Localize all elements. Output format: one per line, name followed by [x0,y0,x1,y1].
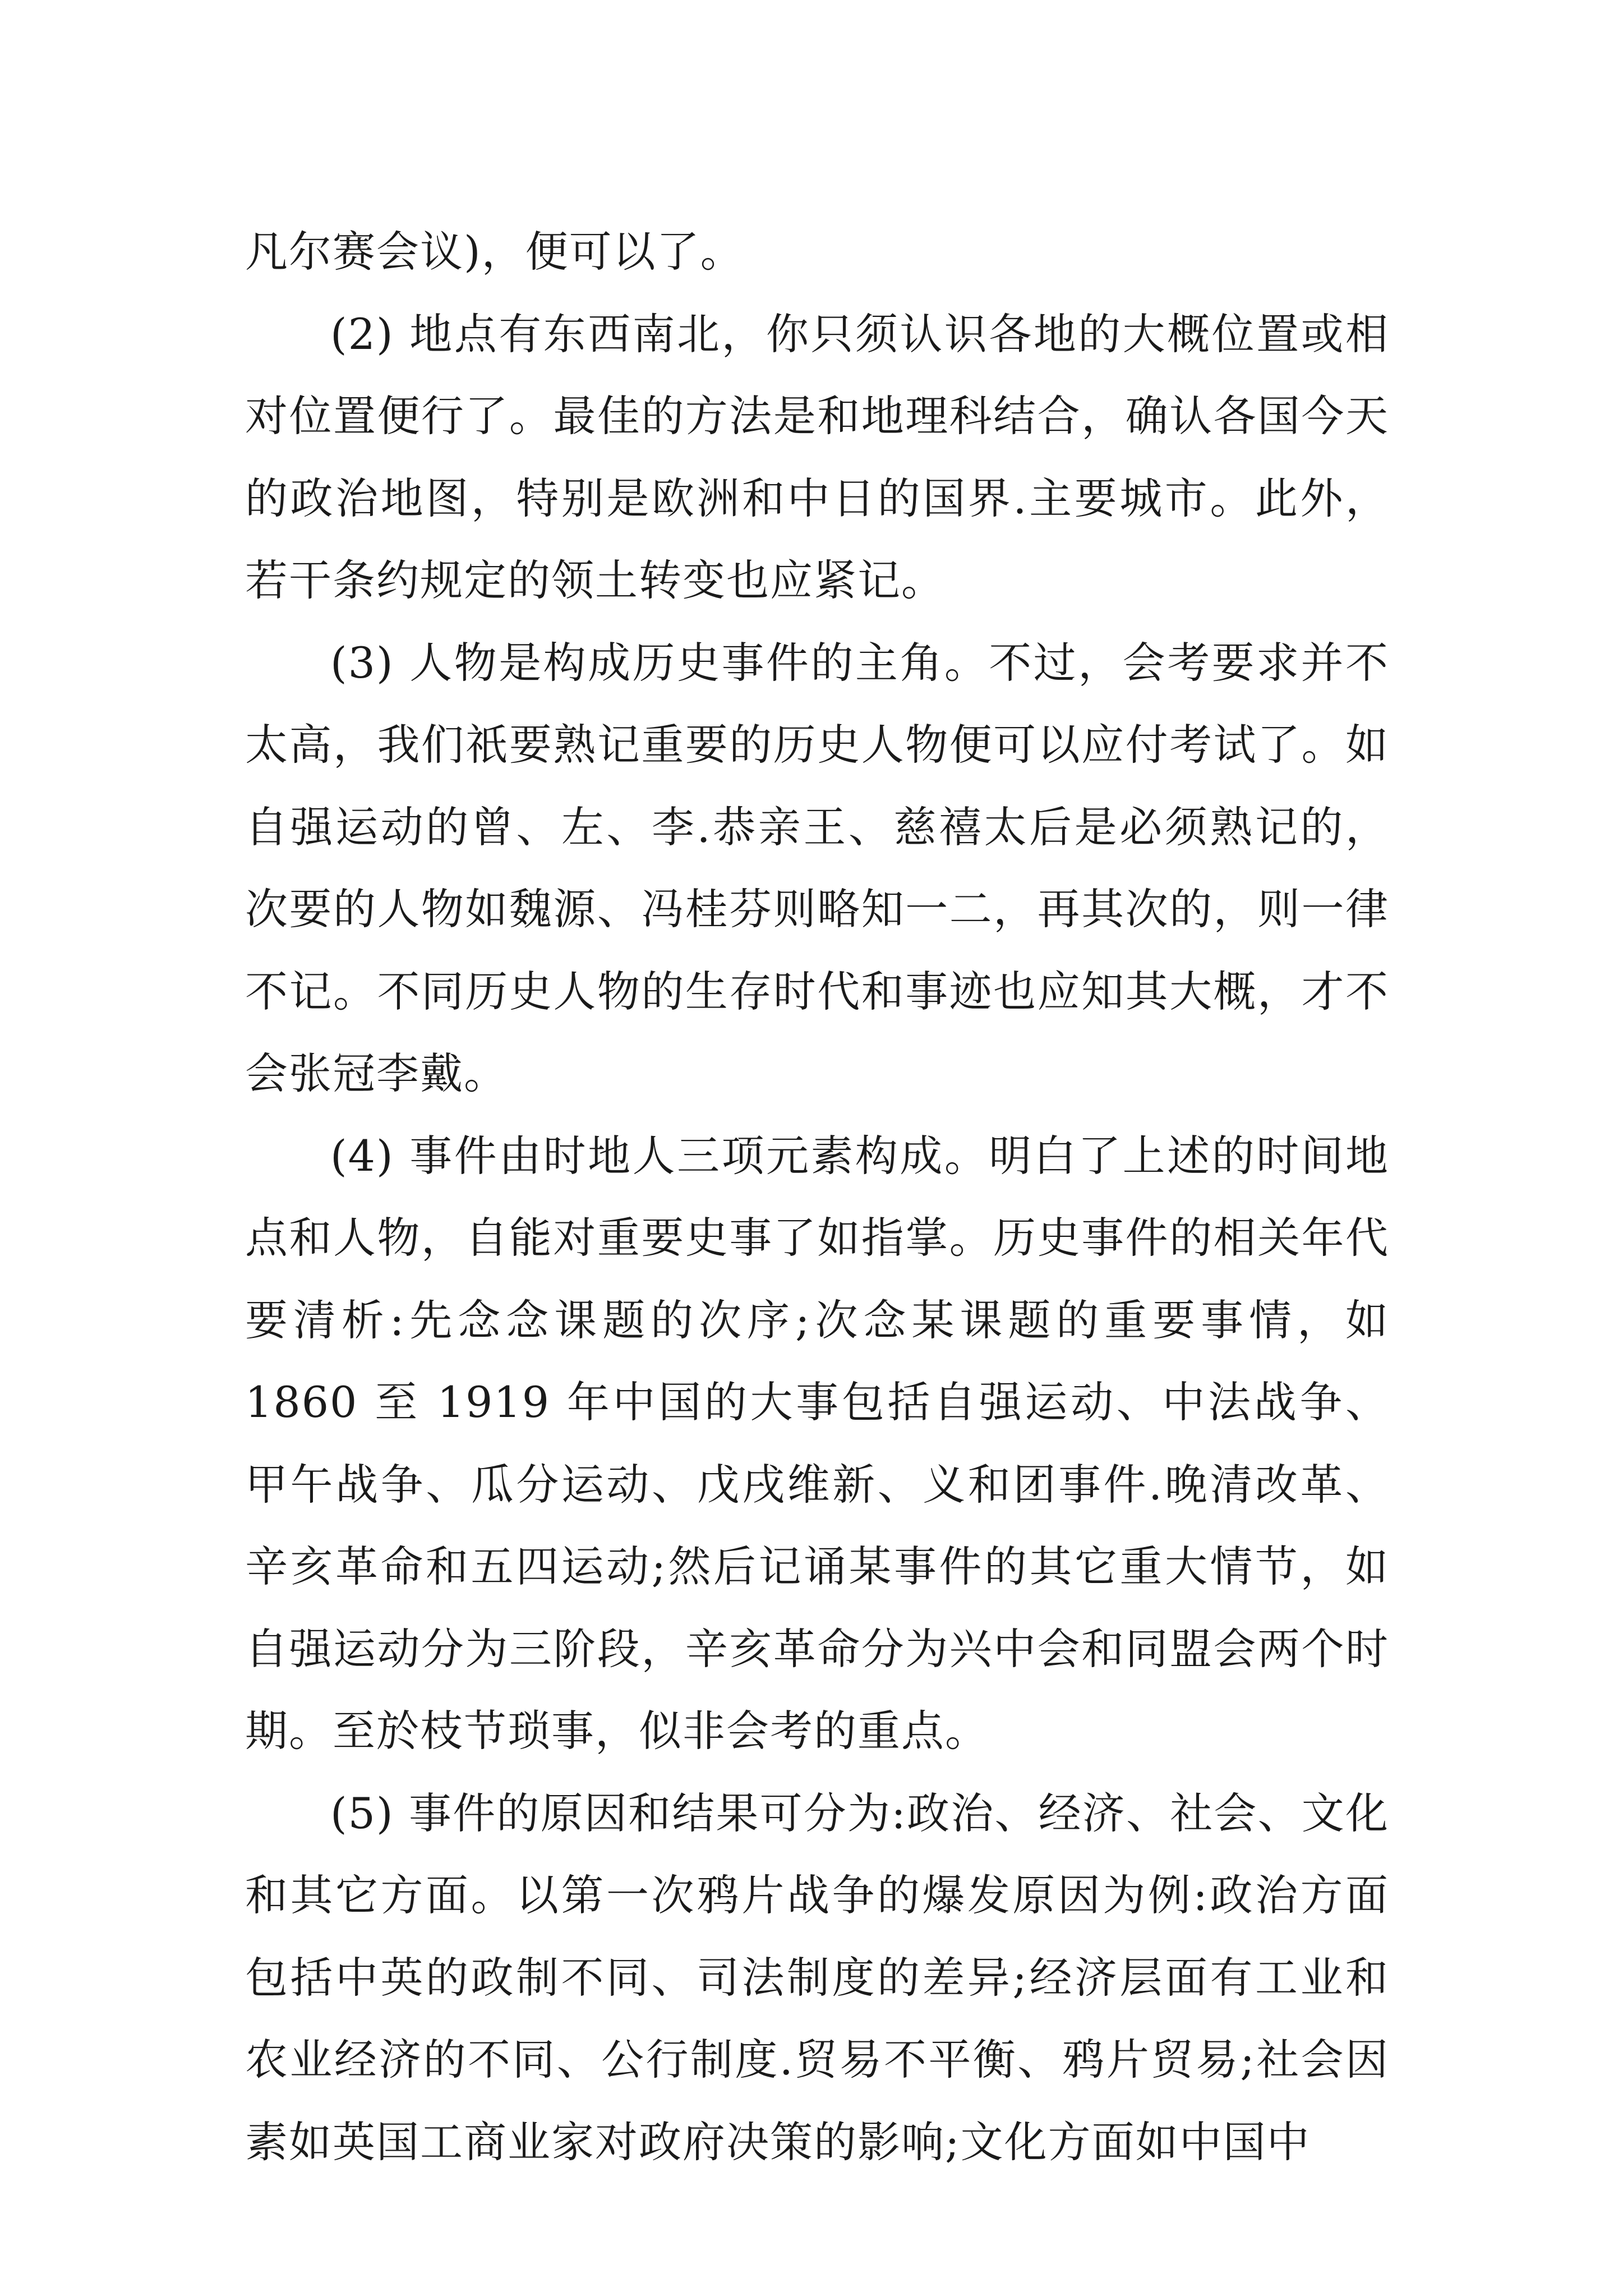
body-text [245,211,1389,2183]
paragraph-events: (4) 事件由时地人三项元素构成。明白了上述的时间地点和人物，自能对重要史事了如指掌。历史事件的相关年代要清析:先念念课题的次序;次念某课题的重要事情，如 1860 至 1919 年中国的大事包括自强运动、中法战争、甲午战争、瓜分运动、戊戌维新、义和团事件.晚清改革、辛亥革命和五四运动;然后记诵某事件的其它重大情节，如自强运动分为三阶段，辛亥革命分为兴中会和同盟会两个时期。至於枝节琐事，似非会考的重点。 [245,1130,1389,1756]
paragraph-continuation: 凡尔赛会议)，便可以了。 [245,227,744,277]
paragraph-people: (3) 人物是构成历史事件的主角。不过，会考要求并不太高，我们祇要熟记重要的历史人物便可以应付考试了。如自强运动的曾、左、李.恭亲王、慈禧太后是必须熟记的，次要的人物如魏源、冯桂芬则略知一二，再其次的，则一律不记。不同历史人物的生存时代和事迹也应知其大概，才不会张冠李戴。 [245,637,1389,1098]
paragraph-location: (2) 地点有东西南北，你只须认识各地的大概位置或相对位置便行了。最佳的方法是和地理科结合，确认各国今天的政治地图，特别是欧洲和中日的国界.主要城市。此外，若干条约规定的领土转变也应紧记。 [245,309,1389,605]
paragraph-causes: (5) 事件的原因和结果可分为:政治、经济、社会、文化和其它方面。以第一次鸦片战争的爆发原因为例:政治方面包括中英的政制不同、司法制度的差异;经济层面有工业和农业经济的不同、公行制度.贸易不平衡、鸦片贸易;社会因素如英国工商业家对政府决策的影响;文化方面如中国中 [245,1788,1389,2167]
